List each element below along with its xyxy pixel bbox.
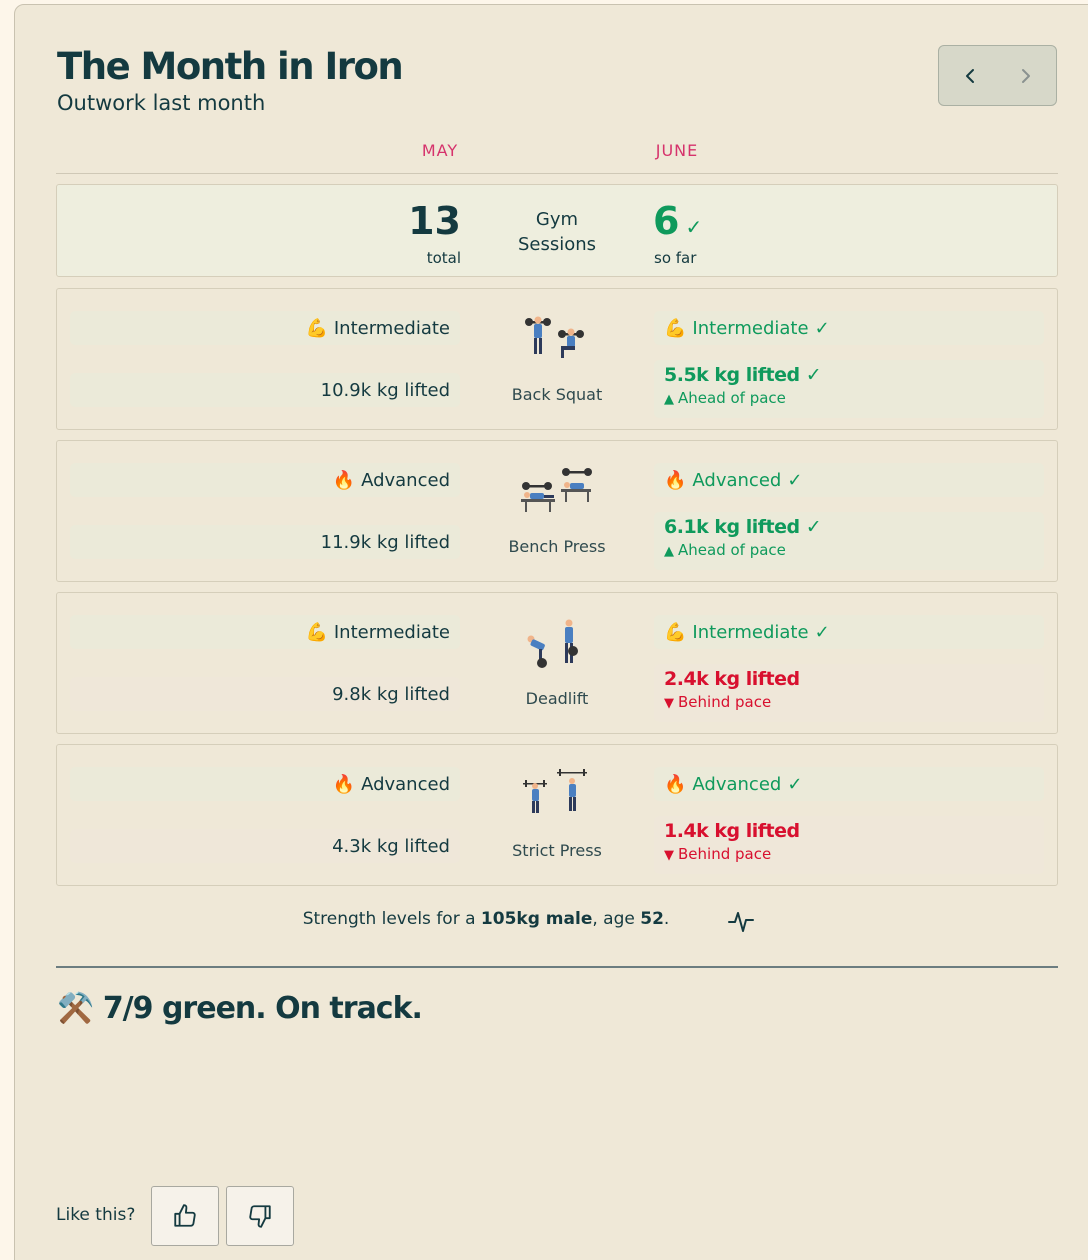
may-level: Intermediate (333, 621, 450, 643)
sessions-may-label: total (426, 249, 461, 267)
check-icon: ✓ (685, 215, 703, 239)
may-lifted-pill (70, 525, 460, 559)
page-title: The Month in Iron (57, 45, 403, 88)
strength-levels-note (56, 909, 916, 929)
june-level-pill (654, 311, 1044, 345)
exercise-name: Back Squat (511, 385, 603, 404)
may-level-pill (70, 767, 460, 801)
hammer-and-pick-icon: ⚒️ (57, 991, 94, 1026)
flexed-biceps-icon: 💪 (305, 317, 328, 339)
check-icon: ✓ (814, 621, 830, 643)
verdict-text: 7/9 green. On track. (102, 991, 422, 1026)
verdict (57, 991, 422, 1026)
sessions-june (653, 199, 702, 243)
exercise-name: Strict Press (512, 841, 602, 860)
pace-status (664, 693, 1034, 711)
feedback-label: Like this? (56, 1205, 136, 1225)
back-squat-figure-icon (517, 313, 597, 373)
month-navigation (938, 45, 1057, 106)
may-level-pill (70, 311, 460, 345)
fire-icon: 🔥 (664, 469, 687, 491)
check-icon: ✓ (814, 317, 830, 339)
pace-text: Behind pace (678, 845, 772, 863)
divider (56, 173, 1058, 174)
may-lifted: 10.9k kg lifted (320, 379, 450, 401)
june-level: Advanced (692, 469, 782, 491)
thumbs-up-icon (172, 1203, 198, 1229)
june-lifted: 2.4k kg lifted (664, 668, 800, 690)
may-lifted-pill (70, 829, 460, 863)
may-level: Intermediate (333, 317, 450, 339)
chevron-right-icon (1017, 67, 1035, 85)
page-subtitle: Outwork last month (57, 91, 266, 115)
fire-icon: 🔥 (332, 469, 356, 491)
note-suffix: . (663, 909, 670, 929)
chevron-left-icon (961, 67, 979, 85)
may-level-pill (70, 615, 460, 649)
note-weight: 105kg male (480, 909, 593, 929)
june-level: Advanced (692, 773, 782, 795)
thumbs-down-button[interactable] (226, 1186, 294, 1246)
note-age: 52 (640, 909, 664, 929)
sessions-label (497, 207, 617, 257)
note-mid: , age (592, 909, 641, 929)
fire-icon: 🔥 (332, 773, 356, 795)
pace-status (664, 541, 1034, 559)
june-lifted-box (654, 512, 1044, 570)
may-lifted: 9.8k kg lifted (332, 683, 450, 705)
exercise-name: Deadlift (525, 689, 589, 708)
exercise-row-bench-press (56, 440, 1058, 582)
sessions-may-value: 13 (408, 199, 461, 243)
pace-text: Behind pace (678, 693, 772, 711)
triangle-up-icon: ▲ (664, 544, 674, 559)
triangle-down-icon: ▼ (664, 848, 674, 863)
june-level-pill (654, 767, 1044, 801)
may-level: Advanced (361, 469, 450, 491)
june-lifted: 5.5k kg lifted ✓ (664, 364, 822, 386)
june-level: Intermediate (692, 621, 809, 643)
gym-sessions-row (56, 184, 1058, 277)
june-lifted-box (654, 360, 1044, 418)
june-level-pill (654, 463, 1044, 497)
may-lifted-pill (70, 677, 460, 711)
activity-pulse-icon[interactable] (727, 907, 755, 935)
may-level: Advanced (361, 773, 450, 795)
exercise-row-back-squat (56, 288, 1058, 430)
may-level-pill (70, 463, 460, 497)
summary-card (14, 4, 1088, 1260)
june-lifted-box (654, 816, 1044, 874)
exercise-row-deadlift (56, 592, 1058, 734)
triangle-down-icon: ▼ (664, 696, 674, 711)
sessions-label-line1: Gym (535, 209, 579, 230)
previous-month-button[interactable] (942, 46, 998, 105)
next-month-button[interactable] (998, 46, 1054, 105)
pace-status (664, 845, 1034, 863)
fire-icon: 🔥 (664, 773, 687, 795)
pace-text: Ahead of pace (678, 389, 786, 407)
check-icon: ✓ (787, 773, 803, 795)
month-header-current: JUNE (655, 141, 699, 160)
thumbs-down-icon (247, 1203, 273, 1229)
strict-press-figure-icon (517, 769, 597, 829)
may-lifted: 4.3k kg lifted (332, 835, 450, 857)
may-lifted: 11.9k kg lifted (320, 531, 450, 553)
bench-press-figure-icon (517, 465, 597, 525)
june-lifted: 1.4k kg lifted (664, 820, 800, 842)
thumbs-up-button[interactable] (151, 1186, 219, 1246)
exercise-row-strict-press (56, 744, 1058, 886)
deadlift-figure-icon (517, 617, 597, 677)
pace-text: Ahead of pace (678, 541, 786, 559)
sessions-label-line2: Sessions (517, 234, 597, 255)
june-lifted: 6.1k kg lifted ✓ (664, 516, 822, 538)
triangle-up-icon: ▲ (664, 392, 674, 407)
pace-status (664, 389, 1034, 407)
flexed-biceps-icon: 💪 (664, 621, 687, 643)
check-icon: ✓ (787, 469, 803, 491)
flexed-biceps-icon: 💪 (664, 317, 687, 339)
sessions-june-label: so far (654, 249, 697, 267)
june-level-pill (654, 615, 1044, 649)
june-level: Intermediate (692, 317, 809, 339)
flexed-biceps-icon: 💪 (305, 621, 328, 643)
month-header-prev: MAY (421, 141, 459, 160)
divider (56, 966, 1058, 968)
sessions-june-value: 6 (653, 199, 680, 243)
exercise-name: Bench Press (508, 537, 606, 556)
june-lifted-box (654, 664, 1044, 722)
may-lifted-pill (70, 373, 460, 407)
note-prefix: Strength levels for a (302, 909, 481, 929)
